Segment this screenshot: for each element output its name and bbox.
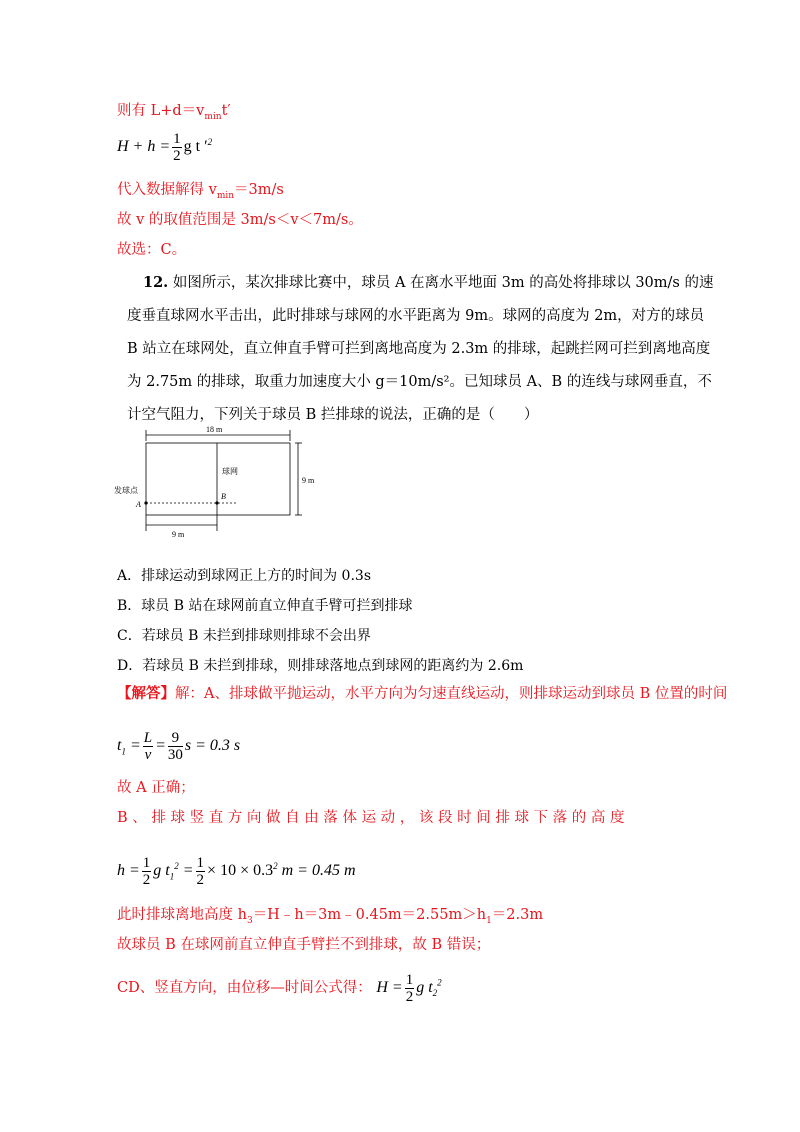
equation-h: h = $\frac{1}{2}$ g $t_1^2$ = $\frac{1}{2}$ × $10 \times 0.3^2$ m = 0.45 m — [117, 855, 356, 888]
option-d: D．若球员 B 未拦到排球，则排球落地点到球网的距离约为 2.6m — [117, 658, 524, 674]
option-c: C．若球员 B 未拦到排球则排球不会出界 — [117, 628, 371, 644]
net-label: 球网 — [222, 467, 238, 476]
answer-b-wrong: 故球员 B 在球网前直立伸直手臂拦不到排球，故 B 错误； — [117, 937, 491, 953]
point-a-dot — [144, 501, 147, 504]
question-text: 如图所示，某次排球比赛中，球员 A 在离水平地面 3m 的高处将排球以 30m/s 的速度垂直球网水平击出，此时排球与球网的水平距离为 9m。球网的高度为 2m，对方的球员 B 站立在球网处，直立伸直手臂可拦到离地高度为 2.3m 的排球，起跳拦网可拦到离地高度为 2.75m 的排球，取重力加速度大小 g＝10m/s²。已知球员 A、B 的连线与球网垂直，不计空气阻力，下列关于球员 B 拦排球的说法，正确的是（ ） — [127, 275, 714, 423]
answer-intro-text: 解：A、排球做平抛运动，水平方向为匀速直线运动，则排球运动到球员 B 位置的时间 — [175, 686, 728, 702]
point-b-dot — [215, 501, 218, 504]
answer-b-height: 此时排球离地高度 $h_3=H﹣h=3m﹣0.45m=2.55m>h_1=2.3m$ — [117, 907, 544, 926]
answer-intro — [117, 684, 727, 704]
solution-line-4: 故 v 的取值范围是 3m/s＜v＜7m/s。 — [117, 212, 363, 228]
solution-line-1: 则有 $L+d=v_{min}t'$ — [117, 103, 231, 122]
solution-line-5: 故选：C。 — [117, 242, 187, 258]
option-b: B．球员 B 站在球网前直立伸直手臂可拦到排球 — [117, 598, 413, 614]
question-number: 12. — [143, 274, 169, 291]
solution-line-3: 代入数据解得 $v_{min}=3m/s$ — [117, 182, 284, 201]
point-b-label: B — [221, 492, 226, 501]
height-label: 9 m — [302, 476, 315, 485]
option-a: A．排球运动到球网正上方的时间为 0.3s — [117, 568, 372, 584]
equation-H-plus-h: H + h = $\frac{1}{2}$ g t $'^2$ — [117, 131, 213, 164]
volleyball-court-diagram — [112, 425, 332, 540]
width-label: 18 m — [206, 425, 223, 434]
answer-cd-intro: CD、竖直方向，由位移—时间公式得： H = $\frac{1}{2}$ g $t_2^2$ — [117, 972, 442, 1005]
equation-t1: $t_1$ = $\frac{L}{v}$ = $\frac{9}{30}$ s = 0.3 s — [117, 730, 241, 763]
question-12 — [127, 266, 717, 432]
point-a-label: A — [136, 500, 141, 509]
answer-tag: 【解答】 — [117, 685, 175, 702]
equation-H: H = $\frac{1}{2}$ g $t_2^2$ — [376, 972, 442, 1005]
answer-b-intro: B 、 排 球 竖 直 方 向 做 自 由 落 体 运 动 ， 该 段 时 间 排 球 下 落 的 高 度 — [117, 810, 625, 826]
answer-a-correct: 故 A 正确； — [117, 780, 195, 796]
half-label: 9 m — [172, 530, 185, 539]
serve-point-label: 发球点 — [114, 486, 138, 495]
